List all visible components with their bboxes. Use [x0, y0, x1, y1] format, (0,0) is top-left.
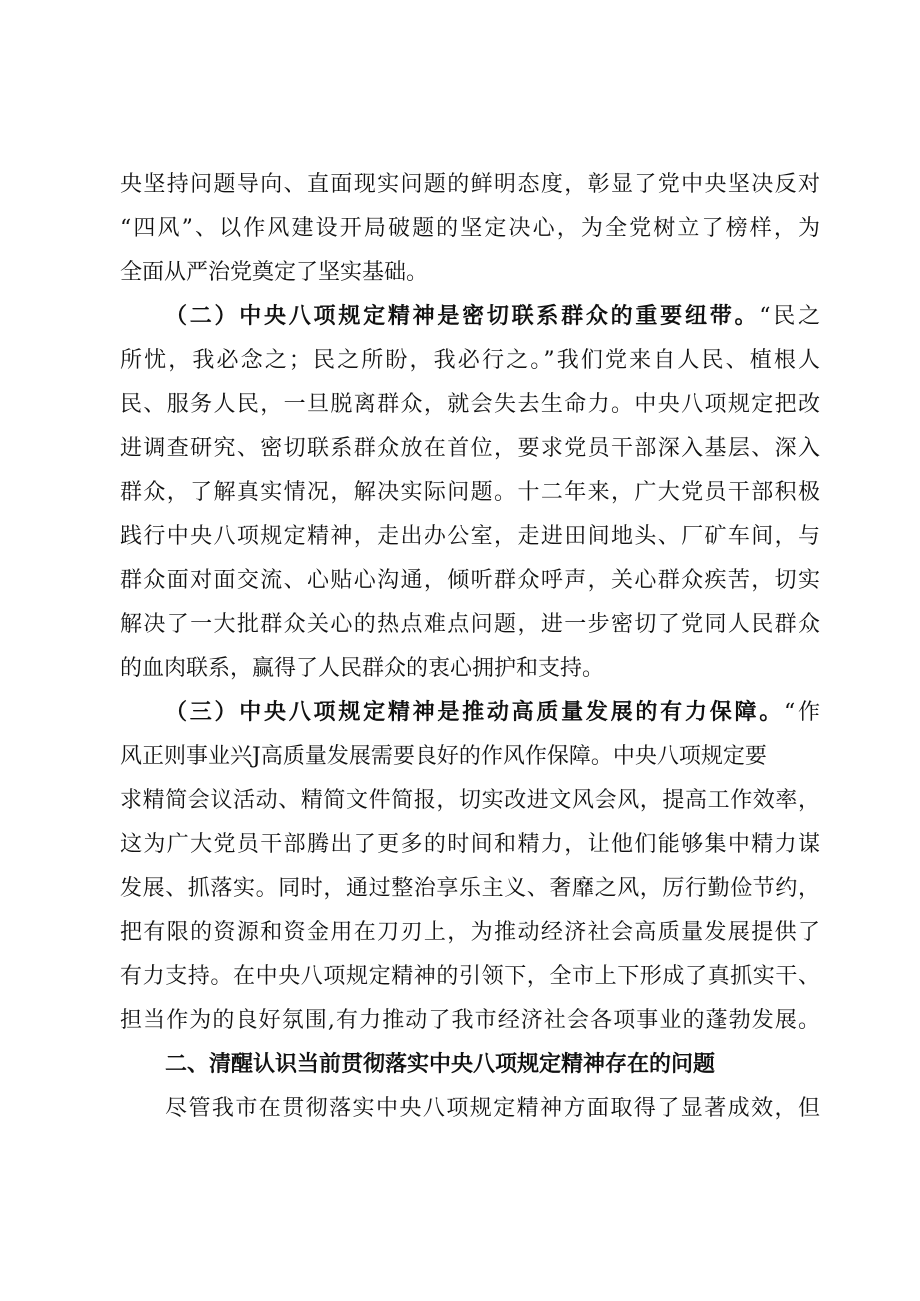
paragraph-line: 解决了一大批群众关心的热点难点问题，进一步密切了党同人民群众	[120, 612, 820, 637]
subheading: （二）中央八项规定精神是密切联系群众的重要纽带。	[165, 304, 760, 329]
paragraph-text: “作	[783, 700, 820, 725]
paragraph-first-line	[165, 302, 820, 332]
paragraph-first-line	[165, 698, 820, 728]
paragraph-line: “四风”、以作风建设开局破题的坚定决心，为全党树立了榜样，为	[120, 216, 820, 241]
paragraph-first-line: 尽管我市在贯彻落实中央八项规定精神方面取得了显著成效，但	[165, 1096, 820, 1121]
paragraph-line: 风正则事业兴J高质量发展需要良好的作风作保障。中央八项规定要	[120, 744, 767, 769]
subheading: （三）中央八项规定精神是推动高质量发展的有力保障。	[165, 700, 784, 725]
paragraph-line: 把有限的资源和资金用在刀刃上，为推动经济社会高质量发展提供了	[120, 920, 820, 945]
paragraph-line: 发展、抓落实。同时，通过整治享乐主义、奢靡之风，厉行勤俭节约，	[120, 876, 820, 901]
paragraph-line: 所忧，我必念之；民之所盼，我必行之。”我们党来自人民、植根人	[120, 348, 820, 373]
paragraph-line: 这为广大党员干部腾出了更多的时间和精力，让他们能够集中精力谋	[120, 832, 820, 857]
paragraph-line: 求精简会议活动、精简文件简报，切实改进文风会风，提高工作效率，	[120, 788, 820, 813]
paragraph-line: 群众，了解真实情况，解决实际问题。十二年来，广大党员干部积极	[120, 480, 820, 505]
paragraph-line: 进调查研究、密切联系群众放在首位，要求党员干部深入基层、深入	[120, 436, 820, 461]
paragraph-line: 担当作为的良好氛围,有力推动了我市经济社会各项事业的蓬勃发展。	[120, 1008, 820, 1033]
paragraph-line: 央坚持问题导向、直面现实问题的鲜明态度，彰显了党中央坚决反对	[120, 172, 820, 197]
paragraph-line: 群众面对面交流、心贴心沟通，倾听群众呼声，关心群众疾苦，切实	[120, 568, 820, 593]
paragraph-text: “民之	[759, 304, 820, 329]
paragraph-line: 的血肉联系，赢得了人民群众的衷心拥护和支持。	[120, 656, 605, 681]
paragraph-line: 有力支持。在中央八项规定精神的引领下，全市上下形成了真抓实干、	[120, 964, 820, 989]
paragraph-line: 民、服务人民，一旦脱离群众，就会失去生命力。中央八项规定把改	[120, 392, 820, 417]
section-heading: 二、清醒认识当前贯彻落实中央八项规定精神存在的问题	[165, 1052, 716, 1077]
paragraph-line: 践行中央八项规定精神，走出办公室，走进田间地头、厂矿车间，与	[120, 524, 820, 549]
paragraph-line: 全面从严治党奠定了坚实基础。	[120, 260, 429, 285]
